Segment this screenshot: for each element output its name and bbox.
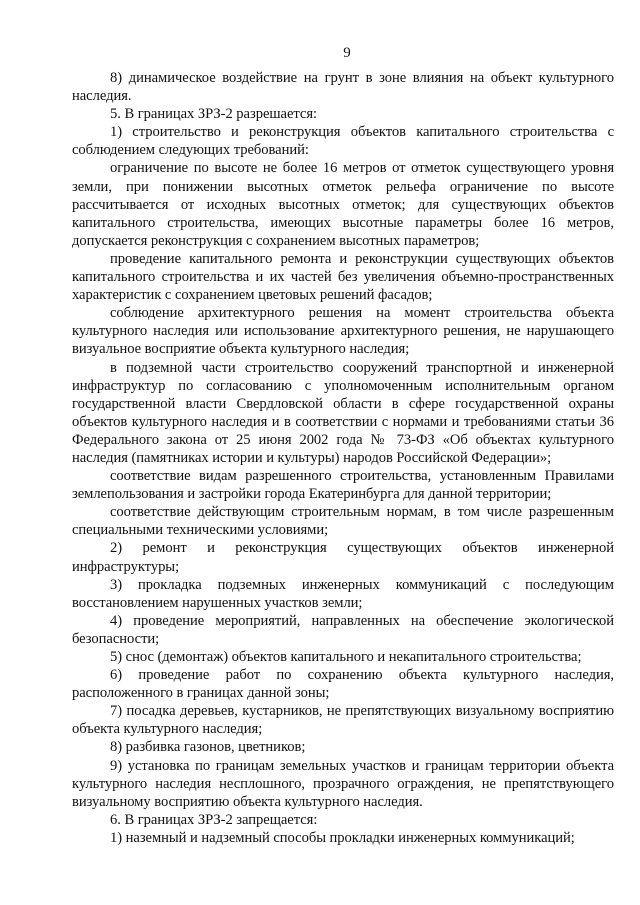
document-body <box>72 69 614 847</box>
paragraph-item-3-utilities: 3) прокладка подземных инженерных коммуникаций с последующим восстановлением нарушенных участков земли; <box>72 576 614 611</box>
section-heading-5-allowed: 5. В границах ЗРЗ-2 разрешается: <box>110 106 318 123</box>
paragraph-height-limit: ограничение по высоте не более 16 метров от отметок существующего уровня земли, при понижении высотных отметок рельефа ограничение по высоте рассчитывается от исходных высотных отметок; для существующих объектов капитального строительства, имеющих высотные параметры более 16 метров, допускается реконструкция с сохранением высотных параметров; <box>72 160 614 249</box>
page-number: 9 <box>343 45 351 61</box>
section-heading-6-prohibited: 6. В границах ЗРЗ-2 запрещается: <box>110 811 318 828</box>
paragraph-item-9-fencing: 9) установка по границам земельных участков и границам территории объекта культурного наследия несплошного, прозрачного ограждения, не препятствующего визуальному восприятию объекта культурного наследия. <box>72 757 614 810</box>
paragraph-item-8-ground-impact: 8) динамическое воздействие на грунт в зоне влияния на объект культурного наследия. <box>72 70 614 105</box>
paragraph-item-7-planting: 7) посадка деревьев, кустарников, не препятствующих визуальному восприятию объекта культурного наследия; <box>72 703 614 738</box>
paragraph-item-1-construction: 1) строительство и реконструкция объектов капитального строительства с соблюдением следующих требований: <box>72 124 614 159</box>
paragraph-item-8-lawns: 8) разбивка газонов, цветников; <box>110 739 306 756</box>
paragraph-prohibited-item-1: 1) наземный и надземный способы прокладки инженерных коммуникаций; <box>110 829 575 846</box>
paragraph-item-2-repair: 2) ремонт и реконструкция существующих объектов инженерной инфраструктуры; <box>72 540 614 575</box>
paragraph-architectural-solution: соблюдение архитектурного решения на момент строительства объекта культурного наследия или использование архитектурного решения, не нарушающего визуальное восприятие объекта культурного наследия; <box>72 305 614 358</box>
paragraph-capital-repair: проведение капитального ремонта и реконструкции существующих объектов капитального строительства и их частей без увеличения объемно-пространственных характеристик с сохранением цветовых решений фасадов; <box>72 250 614 304</box>
paragraph-item-4-ecology: 4) проведение мероприятий, направленных на обеспечение экологической безопасности; <box>72 612 614 647</box>
paragraph-item-5-demolition: 5) снос (демонтаж) объектов капитального и некапитального строительства; <box>110 649 582 665</box>
paragraph-building-norms: соответствие действующим строительным нормам, в том числе разрешенным специальными техническими условиями; <box>72 504 614 539</box>
paragraph-item-6-preservation: 6) проведение работ по сохранению объекта культурного наследия, расположенного в границах данной зоны; <box>72 667 614 702</box>
paragraph-underground-construction: в подземной части строительство сооружений транспортной и инженерной инфраструктур по согласованию с уполномоченным исполнительным органом государственной власти Свердловской области в сфере государственной охраны объектов культурного наследия и в соответствии с нормами и требованиями статьи 36 Федерального закона от 25 июня 2002 года № 73-ФЗ «Об объектах культурного наследия (памятниках истории и культуры) народов Российской Федерации»; <box>72 359 614 466</box>
paragraph-permitted-use: соответствие видам разрешенного строительства, установленным Правилами землепользования и застройки города Екатеринбурга для данной территории; <box>72 468 614 503</box>
